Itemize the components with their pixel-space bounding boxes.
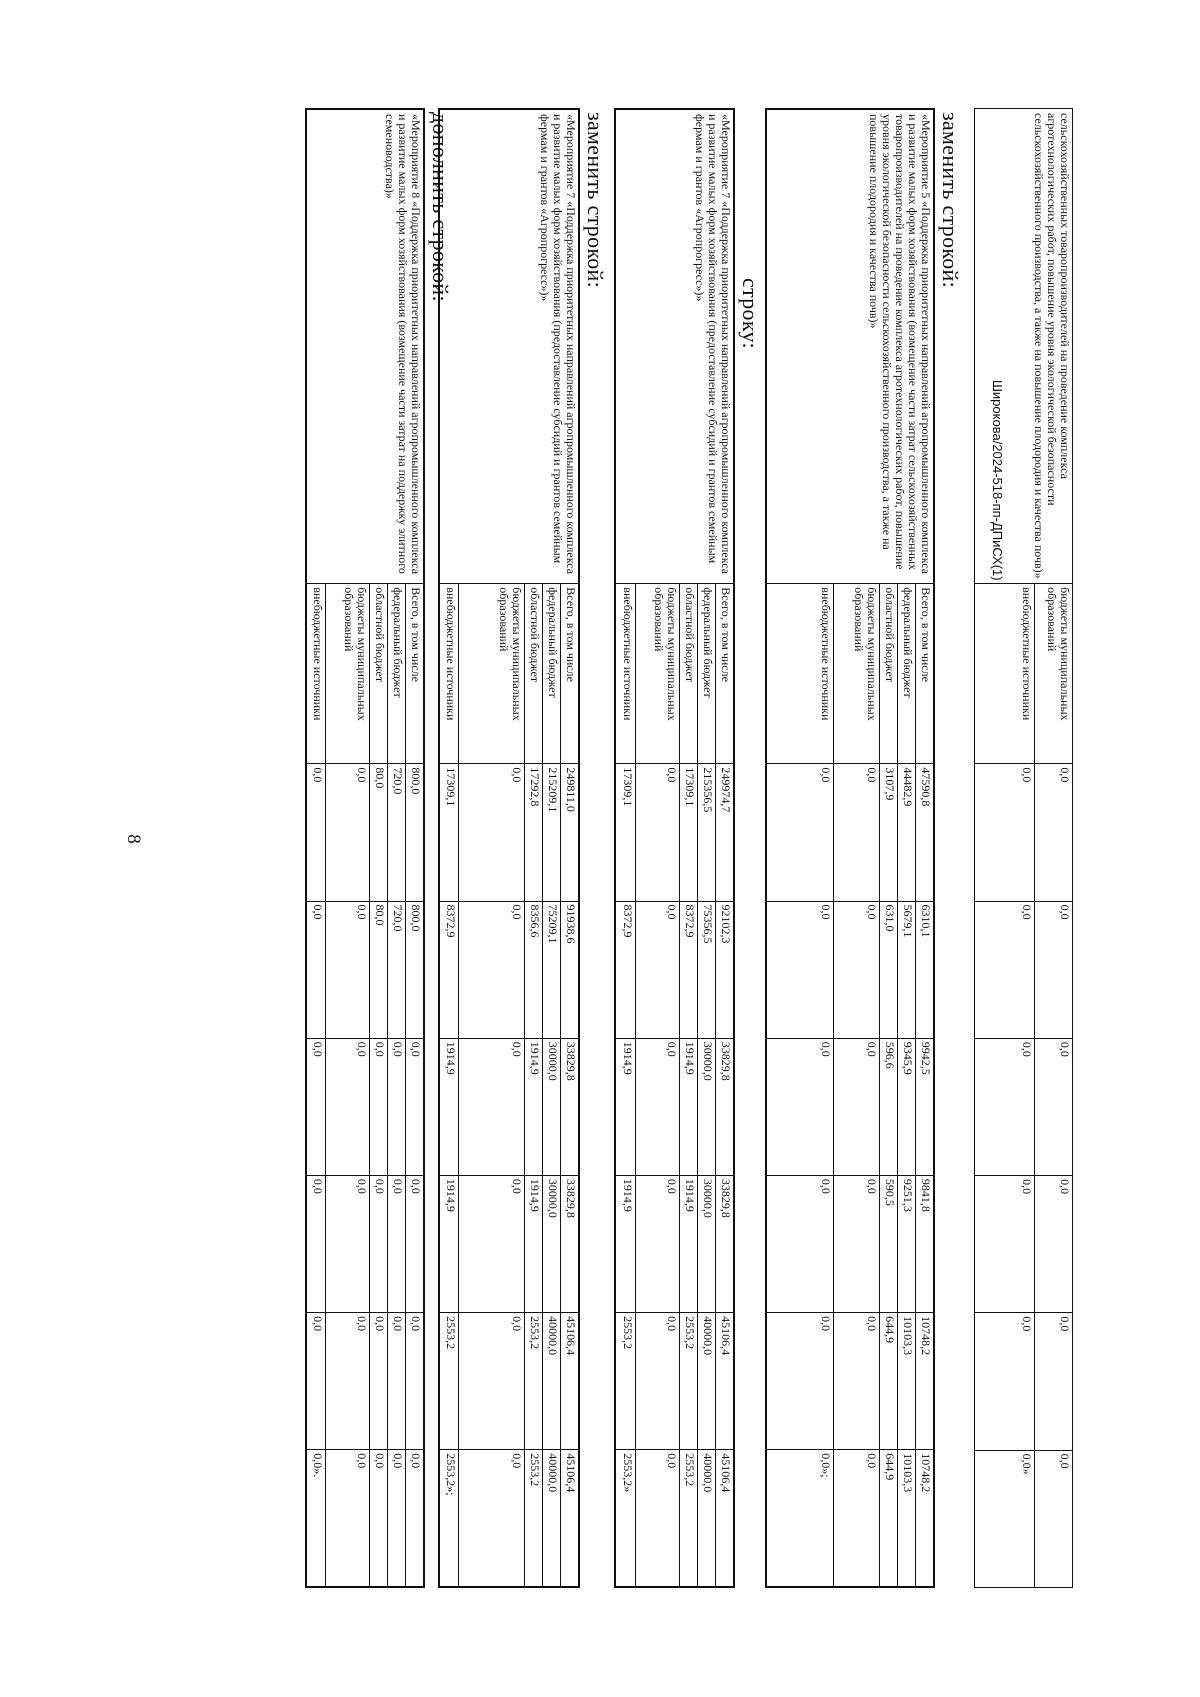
amount-cell: 0,0: [1035, 901, 1073, 1038]
amount-cell: 30000,0: [543, 1175, 561, 1312]
amount-cell: 0,0: [306, 901, 326, 1038]
amount-cell: 91938,6: [561, 901, 579, 1038]
amount-cell: 0,0: [834, 764, 880, 901]
amount-cell: 249811,0: [561, 764, 579, 901]
funding-source: бюджеты муниципальных образований: [1035, 584, 1073, 764]
amount-cell: 92102,3: [716, 901, 734, 1038]
amount-cell: 0,0: [370, 1450, 388, 1587]
amount-cell: 47590,8: [916, 764, 934, 901]
amount-cell: 0,0: [406, 1313, 424, 1450]
amount-cell: 1914,9: [680, 1175, 698, 1312]
amount-cell: 17309,1: [680, 764, 698, 901]
measure-name: «Мероприятие 5 «Поддержка приоритетных направлений агропромышленного комплекса и развитие малых форм хозяйствования (возмещение части затрат сельскохозяйственных товаропроизводителей на проведение комплекса агротехнологических работ, повышение уровня экологической безопасности сельскохозяйственного производства, а также на повышение плодородия и качества почв)»: [766, 109, 934, 584]
amount-cell: 8372,9: [439, 901, 459, 1038]
funding-source: бюджеты муниципальных образований: [459, 584, 525, 764]
amount-cell: 0,0: [975, 764, 1035, 901]
amount-cell: 80,0: [370, 764, 388, 901]
amount-cell: 0,0: [370, 1313, 388, 1450]
amount-cell: 800,0: [406, 901, 424, 1038]
amount-cell: 0,0»;: [766, 1450, 834, 1587]
amount-cell: 0,0: [766, 1175, 834, 1312]
amount-cell: 9345,9: [898, 1038, 916, 1175]
funding-source: федеральный бюджет: [698, 584, 716, 764]
amount-cell: 10748,2: [916, 1450, 934, 1587]
measure-table: [974, 108, 1073, 1588]
amount-cell: 40000,0: [543, 1313, 561, 1450]
amount-cell: 0,0: [326, 1038, 370, 1175]
amount-cell: 0,0: [306, 1038, 326, 1175]
amount-cell: 249974,7: [716, 764, 734, 901]
amount-cell: 45106,4: [716, 1450, 734, 1587]
amount-cell: 0,0: [326, 901, 370, 1038]
amount-cell: 33829,8: [561, 1175, 579, 1312]
amount-cell: 0,0: [1035, 1038, 1073, 1175]
amount-cell: 215209,1: [543, 764, 561, 901]
amount-cell: 0,0: [834, 1175, 880, 1312]
amount-cell: 0,0: [306, 1175, 326, 1312]
amount-cell: 75356,5: [698, 901, 716, 1038]
funding-source: Всего, в том числе: [916, 584, 934, 764]
amount-cell: 0,0: [766, 1313, 834, 1450]
measure-block: [614, 108, 735, 1588]
amount-cell: 800,0: [406, 764, 424, 901]
amount-cell: 0,0: [834, 1313, 880, 1450]
document-code: Широкова/2024-518-пп-ДПиСХ(1): [990, 380, 1005, 581]
table-row: [406, 109, 424, 1587]
amount-cell: 5679,1: [898, 901, 916, 1038]
amount-cell: 0,0: [459, 764, 525, 901]
measure-name: «Мероприятие 7 «Поддержка приоритетных направлений агропромышленного комплекса и развитие малых форм хозяйствования (предоставление субсидий и грантов семейным фермам и грантов «Агропрогресс»)»: [615, 109, 734, 584]
amount-cell: 9841,8: [916, 1175, 934, 1312]
measure-name: «Мероприятие 8 «Поддержка приоритетных направлений агропромышленного комплекса и развитие малых форм хозяйствования (возмещение части затрат на поддержку элитного семеноводства)»: [306, 109, 424, 584]
amount-cell: 0,0: [1035, 1313, 1073, 1450]
funding-source: внебюджетные источники: [439, 584, 459, 764]
amount-cell: 1914,9: [615, 1175, 636, 1312]
amount-cell: 45106,4: [561, 1450, 579, 1587]
funding-source: областной бюджет: [525, 584, 543, 764]
amount-cell: 40000,0: [543, 1450, 561, 1587]
amount-cell: 0,0: [834, 1038, 880, 1175]
page-number: 8: [122, 834, 144, 844]
amount-cell: 1914,9: [525, 1175, 543, 1312]
amount-cell: 8372,9: [680, 901, 698, 1038]
amount-cell: 0,0: [388, 1038, 406, 1175]
amount-cell: 0,0: [636, 1175, 680, 1312]
amount-cell: 0,0: [975, 1038, 1035, 1175]
amount-cell: 0,0: [834, 1450, 880, 1587]
amount-cell: 0,0: [406, 1175, 424, 1312]
amount-cell: 1914,9: [680, 1038, 698, 1175]
amount-cell: 0,0: [326, 1175, 370, 1312]
amount-cell: 720,0: [388, 901, 406, 1038]
amount-cell: 33829,8: [716, 1175, 734, 1312]
amount-cell: 10748,2: [916, 1313, 934, 1450]
measure-block: [974, 108, 1073, 1588]
amount-cell: 1914,9: [525, 1038, 543, 1175]
funding-source: внебюджетные источники: [766, 584, 834, 764]
measure-block: [765, 108, 935, 1588]
measure-block: [438, 108, 580, 1588]
amount-cell: 0,0: [766, 1038, 834, 1175]
table-row: [716, 109, 734, 1587]
funding-source: областной бюджет: [680, 584, 698, 764]
measure-table: [305, 108, 425, 1588]
amount-cell: 30000,0: [698, 1175, 716, 1312]
amount-cell: 17309,1: [439, 764, 459, 901]
amount-cell: 0,0: [306, 1313, 326, 1450]
amount-cell: 40000,0: [698, 1313, 716, 1450]
funding-source: федеральный бюджет: [898, 584, 916, 764]
amount-cell: 0,0: [459, 1175, 525, 1312]
amount-cell: 10103,3: [898, 1450, 916, 1587]
amount-cell: 75209,1: [543, 901, 561, 1038]
amount-cell: 1914,9: [439, 1175, 459, 1312]
funding-source: внебюджетные источники: [306, 584, 326, 764]
amount-cell: 2553,2: [615, 1313, 636, 1450]
funding-source: областной бюджет: [880, 584, 898, 764]
amount-cell: 0,0: [1035, 1450, 1073, 1587]
amount-cell: 720,0: [388, 764, 406, 901]
amount-cell: 0,0: [766, 764, 834, 901]
section-heading: строку:: [738, 278, 763, 349]
amount-cell: 1914,9: [439, 1038, 459, 1175]
amount-cell: 631,0: [880, 901, 898, 1038]
funding-source: бюджеты муниципальных образований: [834, 584, 880, 764]
amount-cell: 40000,0: [698, 1450, 716, 1587]
amount-cell: 30000,0: [543, 1038, 561, 1175]
amount-cell: 2553,2: [525, 1450, 543, 1587]
amount-cell: 3107,9: [880, 764, 898, 901]
measure-name: сельскохозяйственных товаропроизводителей на проведение комплекса агротехнологических работ, повышение уровня экологической безопасности сельскохозяйственного производства, а также на повышение плодородия и качества почв)»: [975, 109, 1073, 584]
amount-cell: 0,0: [459, 901, 525, 1038]
amount-cell: 44482,9: [898, 764, 916, 901]
amount-cell: 2553,2: [680, 1450, 698, 1587]
amount-cell: 2553,2: [439, 1313, 459, 1450]
amount-cell: 590,5: [880, 1175, 898, 1312]
amount-cell: 0,0: [388, 1313, 406, 1450]
amount-cell: 9251,3: [898, 1175, 916, 1312]
amount-cell: 0,0: [1035, 1176, 1073, 1313]
measure-block: [305, 108, 425, 1588]
amount-cell: 2553,2»;: [439, 1450, 459, 1587]
amount-cell: 33829,8: [561, 1038, 579, 1175]
amount-cell: 0,0: [306, 764, 326, 901]
rotated-page-content: [155, 108, 1075, 1588]
table-row: [1035, 109, 1073, 1588]
amount-cell: 2553,2»: [615, 1450, 636, 1587]
amount-cell: 215356,5: [698, 764, 716, 901]
amount-cell: 0,0: [975, 1313, 1035, 1450]
funding-source: бюджеты муниципальных образований: [636, 584, 680, 764]
amount-cell: 30000,0: [698, 1038, 716, 1175]
measure-table: [765, 108, 935, 1588]
amount-cell: 0,0: [370, 1175, 388, 1312]
amount-cell: 0,0: [406, 1450, 424, 1587]
funding-source: Всего, в том числе: [716, 584, 734, 764]
funding-source: внебюджетные источники: [975, 584, 1035, 764]
section-heading: заменить строкой:: [583, 112, 608, 289]
measure-table: [438, 108, 580, 1588]
amount-cell: 17292,8: [525, 764, 543, 901]
amount-cell: 0,0: [975, 1176, 1035, 1313]
amount-cell: 45106,4: [716, 1313, 734, 1450]
amount-cell: 0,0: [636, 1450, 680, 1587]
funding-source: Всего, в том числе: [561, 584, 579, 764]
amount-cell: 596,6: [880, 1038, 898, 1175]
amount-cell: 0,0: [459, 1038, 525, 1175]
section-heading: заменить строкой:: [938, 112, 963, 289]
amount-cell: 0,0: [388, 1175, 406, 1312]
amount-cell: 2553,2: [680, 1313, 698, 1450]
amount-cell: 6310,1: [916, 901, 934, 1038]
funding-source: федеральный бюджет: [388, 584, 406, 764]
amount-cell: 0,0»: [975, 1450, 1035, 1587]
amount-cell: 0,0: [326, 764, 370, 901]
amount-cell: 9942,5: [916, 1038, 934, 1175]
amount-cell: 33829,8: [716, 1038, 734, 1175]
amount-cell: 0,0: [459, 1450, 525, 1587]
section-heading: дополнить строкой:: [428, 112, 453, 302]
amount-cell: 0,0: [636, 901, 680, 1038]
amount-cell: 45106,4: [561, 1313, 579, 1450]
funding-source: федеральный бюджет: [543, 584, 561, 764]
amount-cell: 80,0: [370, 901, 388, 1038]
amount-cell: 0,0: [766, 901, 834, 1038]
amount-cell: 644,9: [880, 1313, 898, 1450]
amount-cell: 0,0: [370, 1038, 388, 1175]
funding-source: внебюджетные источники: [615, 584, 636, 764]
funding-source: бюджеты муниципальных образований: [326, 584, 370, 764]
amount-cell: 0,0: [636, 1038, 680, 1175]
amount-cell: 0,0: [636, 764, 680, 901]
amount-cell: 0,0: [1035, 764, 1073, 901]
amount-cell: 0,0: [326, 1313, 370, 1450]
funding-source: областной бюджет: [370, 584, 388, 764]
table-row: [916, 109, 934, 1587]
amount-cell: 0,0: [326, 1450, 370, 1587]
amount-cell: 0,0: [388, 1450, 406, 1587]
table-row: [561, 109, 579, 1587]
measure-name: «Мероприятие 7 «Поддержка приоритетных направлений агропромышленного комплекса и развитие малых форм хозяйствования (предоставление субсидий и грантов семейным фермам и грантов «Агропрогресс»)»: [439, 109, 579, 584]
amount-cell: 8372,9: [615, 901, 636, 1038]
funding-source: Всего, в том числе: [406, 584, 424, 764]
amount-cell: 0,0».: [306, 1450, 326, 1587]
amount-cell: 17309,1: [615, 764, 636, 901]
amount-cell: 644,9: [880, 1450, 898, 1587]
amount-cell: 0,0: [975, 901, 1035, 1038]
amount-cell: 0,0: [636, 1313, 680, 1450]
amount-cell: 1914,9: [615, 1038, 636, 1175]
amount-cell: 0,0: [459, 1313, 525, 1450]
amount-cell: 2553,2: [525, 1313, 543, 1450]
amount-cell: 0,0: [406, 1038, 424, 1175]
amount-cell: 8356,6: [525, 901, 543, 1038]
measure-table: [614, 108, 735, 1588]
amount-cell: 0,0: [834, 901, 880, 1038]
amount-cell: 10103,3: [898, 1313, 916, 1450]
